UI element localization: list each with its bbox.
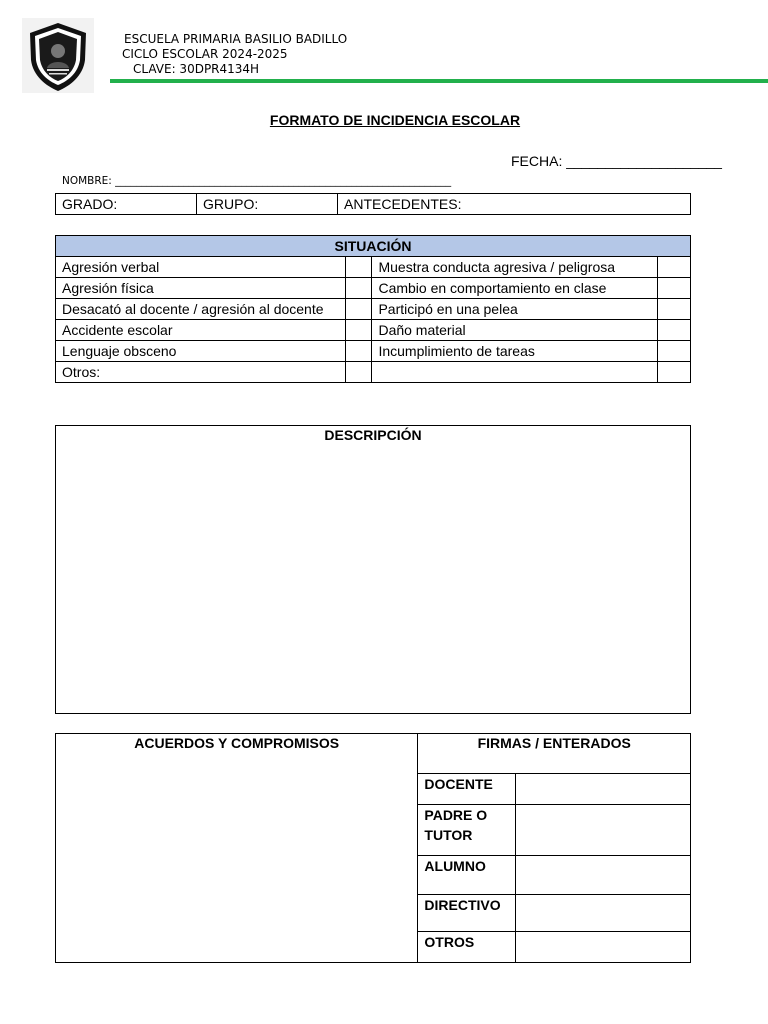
situation-label: Agresión física <box>56 278 346 299</box>
situation-checkbox[interactable] <box>658 341 691 362</box>
situation-checkbox[interactable] <box>346 341 372 362</box>
situation-checkbox[interactable] <box>346 362 372 383</box>
table-row <box>56 320 691 341</box>
situation-label: Daño material <box>372 320 658 341</box>
firma-label-alumno: ALUMNO <box>418 856 516 895</box>
situation-label <box>372 362 658 383</box>
firma-field-directivo[interactable] <box>516 895 691 932</box>
school-shield-logo-icon <box>22 18 94 93</box>
table-row <box>56 278 691 299</box>
situation-label: Cambio en comportamiento en clase <box>372 278 658 299</box>
header-divider <box>110 79 768 83</box>
situation-checkbox[interactable] <box>658 278 691 299</box>
student-info-table <box>55 193 691 215</box>
table-row <box>56 299 691 320</box>
fecha-field[interactable]: FECHA: ____________________ <box>511 153 722 169</box>
situacion-table <box>55 235 691 383</box>
firma-field-docente[interactable] <box>516 774 691 805</box>
acuerdos-firmas-table <box>55 733 691 963</box>
situation-checkbox[interactable] <box>658 320 691 341</box>
table-row <box>56 362 691 383</box>
firma-field-otros[interactable] <box>516 932 691 963</box>
page-title: FORMATO DE INCIDENCIA ESCOLAR <box>269 112 521 128</box>
school-key: CLAVE: 30DPR4134H <box>133 62 260 76</box>
situacion-title: SITUACIÓN <box>56 236 691 257</box>
situation-label: Desacató al docente / agresión al docente <box>56 299 346 320</box>
antecedentes-field[interactable]: ANTECEDENTES: <box>338 194 691 215</box>
descripcion-title: DESCRIPCIÓN <box>324 427 422 443</box>
situation-label: Accidente escolar <box>56 320 346 341</box>
acuerdos-title: ACUERDOS Y COMPROMISOS <box>134 735 340 751</box>
nombre-field[interactable]: NOMBRE: ________________________________________________________________ <box>62 175 452 187</box>
school-logo <box>22 18 94 93</box>
school-year: CICLO ESCOLAR 2024-2025 <box>122 47 288 61</box>
firma-label-docente: DOCENTE <box>418 774 516 805</box>
table-row <box>56 257 691 278</box>
situation-label: Participó en una pelea <box>372 299 658 320</box>
situation-checkbox[interactable] <box>346 320 372 341</box>
firma-label-padre <box>418 805 516 856</box>
situation-label: Incumplimiento de tareas <box>372 341 658 362</box>
situation-checkbox[interactable] <box>346 257 372 278</box>
firma-label-otros: OTROS <box>418 932 516 963</box>
school-name: ESCUELA PRIMARIA BASILIO BADILLO <box>124 32 348 46</box>
firmas-title: FIRMAS / ENTERADOS <box>418 734 691 774</box>
acuerdos-area[interactable] <box>56 734 418 963</box>
situation-checkbox[interactable] <box>658 299 691 320</box>
grupo-field[interactable]: GRUPO: <box>197 194 338 215</box>
grado-field[interactable]: GRADO: <box>56 194 197 215</box>
situation-label: Muestra conducta agresiva / peligrosa <box>372 257 658 278</box>
school-info <box>122 32 347 77</box>
situation-checkbox[interactable] <box>346 278 372 299</box>
firma-label-padre-line2: TUTOR <box>424 827 473 843</box>
descripcion-box[interactable] <box>55 425 691 714</box>
firma-field-alumno[interactable] <box>516 856 691 895</box>
situation-checkbox[interactable] <box>346 299 372 320</box>
situation-label: Lenguaje obsceno <box>56 341 346 362</box>
firma-label-padre-line1: PADRE O <box>424 807 488 823</box>
table-row <box>56 341 691 362</box>
situation-label: Otros: <box>56 362 346 383</box>
situation-checkbox[interactable] <box>658 257 691 278</box>
situation-label: Agresión verbal <box>56 257 346 278</box>
firma-label-directivo: DIRECTIVO <box>418 895 516 932</box>
firma-field-padre[interactable] <box>516 805 691 856</box>
situation-checkbox[interactable] <box>658 362 691 383</box>
